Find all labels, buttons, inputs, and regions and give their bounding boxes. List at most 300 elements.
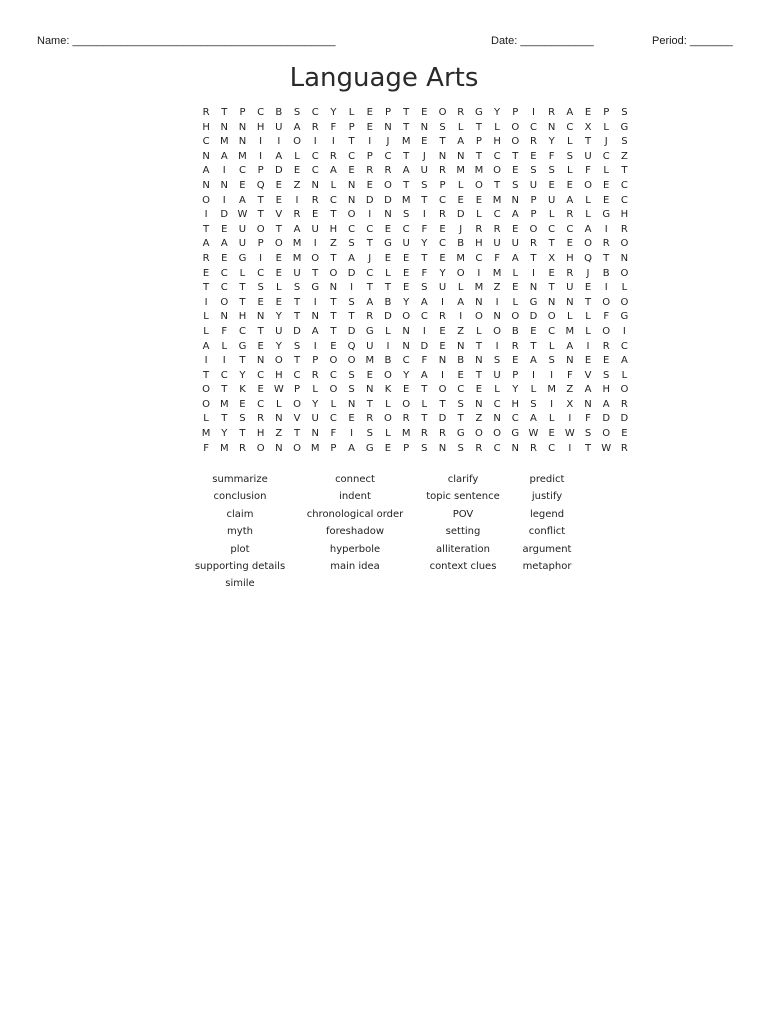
grid-letter: G — [384, 238, 392, 250]
grid-letter: O — [293, 398, 301, 410]
grid-letter: B — [384, 296, 392, 308]
grid-letter: A — [311, 325, 319, 337]
grid-letter: C — [257, 107, 265, 118]
grid-letter: Y — [403, 296, 410, 308]
grid-letter: L — [603, 165, 609, 177]
grid-letter: H — [256, 428, 265, 440]
grid-letter: N — [566, 355, 574, 367]
grid-letter: N — [311, 428, 319, 440]
grid-row — [197, 179, 634, 194]
grid-letter: R — [366, 311, 374, 323]
grid-letter: C — [620, 340, 628, 352]
grid-letter: C — [366, 223, 374, 235]
grid-letter: T — [494, 179, 501, 191]
grid-letter: C — [329, 413, 337, 425]
grid-letter: E — [530, 150, 537, 162]
grid-letter: R — [457, 107, 465, 118]
grid-letter: O — [274, 355, 283, 367]
grid-letter: I — [477, 267, 481, 279]
word-list-item: main idea — [330, 561, 380, 572]
grid-letter: T — [475, 150, 482, 162]
grid-letter: O — [384, 369, 392, 381]
grid-letter: N — [511, 194, 520, 206]
grid-letter: M — [401, 136, 411, 148]
grid-letter: T — [221, 384, 228, 396]
grid-letter: L — [494, 384, 500, 396]
page-title: Language Arts — [289, 63, 479, 93]
grid-letter: F — [421, 355, 428, 367]
grid-letter: E — [257, 384, 264, 396]
grid-letter: E — [548, 267, 555, 279]
grid-letter: O — [256, 442, 265, 454]
grid-letter: Y — [275, 311, 282, 323]
letter-grid — [197, 106, 634, 456]
grid-letter: N — [475, 296, 483, 308]
grid-letter: N — [256, 311, 265, 323]
grid-letter: E — [439, 340, 446, 352]
grid-letter: S — [366, 428, 373, 440]
period-field: Period: _______ — [652, 35, 733, 47]
grid-letter: O — [511, 136, 520, 148]
grid-letter: N — [475, 398, 483, 410]
grid-letter: G — [529, 296, 538, 308]
grid-letter: C — [493, 150, 501, 162]
grid-letter: T — [584, 296, 592, 308]
grid-letter: O — [311, 252, 320, 264]
grid-letter: T — [330, 325, 337, 337]
grid-letter: P — [366, 150, 373, 162]
grid-letter: P — [312, 355, 319, 367]
grid-letter: I — [222, 355, 226, 367]
grid-letter: N — [529, 282, 538, 294]
grid-letter: T — [457, 413, 464, 425]
grid-letter: P — [384, 107, 391, 118]
grid-letter: L — [585, 325, 591, 337]
grid-letter: T — [330, 209, 337, 221]
grid-letter: I — [495, 296, 499, 308]
grid-letter: S — [348, 384, 355, 396]
grid-letter: M — [456, 165, 466, 177]
grid-letter: Y — [494, 107, 501, 118]
grid-letter: Y — [312, 398, 319, 410]
grid-letter: S — [293, 282, 301, 294]
grid-letter: R — [493, 223, 501, 235]
grid-letter: E — [402, 282, 410, 294]
grid-letter: Q — [347, 340, 356, 352]
grid-letter: E — [402, 384, 410, 396]
grid-letter: C — [548, 223, 556, 235]
grid-letter: X — [584, 121, 592, 133]
grid-letter: E — [530, 325, 537, 337]
grid-letter: F — [221, 325, 228, 337]
word-list-item: clarify — [447, 474, 479, 485]
grid-letter: N — [456, 150, 465, 162]
grid-letter: L — [203, 311, 209, 323]
grid-letter: L — [330, 179, 337, 191]
grid-letter: M — [219, 398, 229, 410]
grid-letter: L — [548, 340, 555, 352]
grid-letter: A — [348, 442, 356, 454]
word-list-item: context clues — [429, 561, 497, 572]
grid-letter: O — [602, 325, 611, 337]
grid-letter: E — [439, 223, 446, 235]
grid-letter: H — [493, 136, 501, 148]
grid-letter: T — [293, 296, 301, 308]
grid-letter: V — [293, 413, 301, 425]
grid-letter: O — [347, 209, 356, 221]
grid-letter: W — [273, 384, 284, 396]
grid-letter: M — [292, 252, 302, 264]
grid-letter: U — [547, 194, 556, 206]
grid-letter: I — [459, 311, 463, 323]
grid-letter: Y — [275, 340, 282, 352]
grid-letter: A — [275, 150, 283, 162]
grid-letter: Q — [256, 179, 265, 191]
grid-letter: E — [584, 282, 592, 294]
grid-letter: H — [566, 252, 574, 264]
grid-letter: E — [384, 223, 392, 235]
grid-letter: N — [220, 311, 229, 323]
grid-letter: F — [421, 267, 428, 279]
grid-letter: L — [330, 398, 337, 410]
grid-letter: L — [621, 369, 628, 381]
word-list-item: alliteration — [436, 543, 490, 555]
grid-letter: G — [238, 252, 247, 264]
grid-letter: I — [531, 107, 535, 118]
grid-letter: O — [474, 428, 483, 440]
grid-row — [197, 164, 634, 179]
grid-letter: O — [529, 223, 538, 235]
grid-letter: C — [511, 413, 519, 425]
grid-letter: I — [313, 296, 317, 308]
grid-letter: S — [457, 398, 464, 410]
grid-row — [197, 135, 634, 150]
grid-letter: B — [275, 107, 283, 118]
grid-letter: E — [603, 194, 610, 206]
grid-letter: E — [312, 209, 319, 221]
grid-letter: U — [493, 238, 501, 250]
grid-letter: O — [474, 179, 483, 191]
grid-letter: P — [239, 107, 246, 118]
grid-letter: I — [422, 325, 426, 337]
grid-letter: G — [365, 442, 374, 454]
grid-letter: P — [330, 442, 337, 454]
grid-letter: E — [457, 369, 464, 381]
grid-letter: A — [530, 413, 537, 425]
grid-letter: C — [293, 369, 301, 381]
grid-letter: O — [620, 296, 629, 308]
grid-letter: E — [384, 252, 392, 264]
grid-letter: S — [530, 165, 537, 177]
grid-letter: T — [257, 325, 264, 337]
grid-letter: R — [620, 398, 628, 410]
grid-letter: L — [457, 282, 464, 294]
grid-letter: S — [348, 238, 355, 250]
grid-letter: E — [439, 252, 446, 264]
grid-letter: O — [402, 398, 411, 410]
grid-letter: E — [603, 179, 610, 191]
grid-letter: C — [348, 223, 356, 235]
grid-letter: I — [259, 252, 263, 264]
grid-letter: T — [239, 282, 246, 294]
grid-letter: C — [566, 223, 574, 235]
word-list-item: predict — [529, 474, 565, 485]
grid-letter: R — [293, 209, 301, 221]
grid-letter: F — [603, 311, 610, 323]
grid-letter: E — [475, 194, 483, 206]
grid-letter: N — [329, 282, 338, 294]
grid-letter: R — [366, 165, 374, 177]
grid-letter: O — [602, 296, 611, 308]
grid-letter: O — [347, 355, 356, 367]
grid-letter: E — [275, 267, 282, 279]
grid-letter: N — [511, 442, 520, 454]
grid-letter: N — [347, 194, 356, 206]
grid-letter: O — [438, 384, 447, 396]
grid-letter: N — [256, 355, 265, 367]
grid-letter: D — [438, 413, 447, 425]
grid-letter: E — [239, 179, 246, 191]
grid-letter: M — [310, 442, 320, 454]
grid-letter: T — [475, 369, 482, 381]
grid-letter: O — [547, 311, 556, 323]
grid-row — [197, 310, 634, 325]
grid-row — [197, 369, 634, 384]
grid-letter: S — [293, 107, 301, 118]
grid-letter: C — [202, 136, 210, 148]
grid-letter: P — [403, 442, 410, 454]
grid-letter: C — [493, 398, 501, 410]
word-list-item: setting — [445, 526, 481, 538]
word-list-item: argument — [522, 543, 572, 555]
grid-letter: T — [293, 355, 301, 367]
grid-letter: N — [584, 398, 592, 410]
grid-letter: O — [384, 413, 392, 425]
grid-letter: S — [348, 369, 355, 381]
grid-letter: S — [493, 355, 501, 367]
grid-letter: L — [585, 311, 591, 323]
grid-letter: G — [311, 282, 320, 294]
grid-letter: T — [384, 282, 392, 294]
grid-letter: I — [441, 369, 444, 381]
grid-letter: V — [584, 369, 592, 381]
grid-letter: C — [366, 267, 374, 279]
grid-row — [197, 427, 634, 442]
grid-letter: C — [439, 194, 447, 206]
grid-letter: D — [602, 413, 611, 425]
grid-letter: E — [275, 252, 282, 264]
grid-letter: N — [366, 384, 374, 396]
grid-letter: B — [457, 238, 465, 250]
grid-letter: N — [620, 252, 629, 264]
grid-letter: O — [620, 267, 629, 279]
grid-letter: N — [220, 179, 229, 191]
grid-letter: D — [347, 325, 356, 337]
grid-letter: O — [402, 311, 411, 323]
grid-letter: T — [584, 442, 592, 454]
grid-letter: P — [512, 369, 519, 381]
grid-letter: L — [567, 311, 573, 323]
grid-letter: C — [220, 282, 228, 294]
grid-letter: H — [475, 238, 483, 250]
grid-letter: P — [530, 194, 537, 206]
grid-letter: O — [438, 107, 447, 118]
grid-letter: L — [585, 209, 591, 221]
grid-letter: S — [621, 107, 628, 118]
grid-letter: E — [348, 165, 355, 177]
grid-letter: A — [566, 340, 574, 352]
grid-letter: I — [350, 282, 354, 294]
grid-row — [197, 442, 634, 457]
grid-letter: C — [602, 150, 610, 162]
grid-letter: T — [475, 340, 482, 352]
grid-letter: V — [275, 209, 283, 221]
grid-row — [197, 354, 634, 369]
grid-letter: C — [384, 150, 392, 162]
word-list-item: myth — [227, 526, 253, 538]
grid-letter: F — [494, 252, 500, 264]
grid-letter: E — [621, 428, 628, 440]
grid-letter: N — [547, 121, 556, 133]
grid-letter: E — [548, 179, 555, 191]
grid-letter: T — [403, 107, 410, 118]
grid-letter: L — [385, 398, 391, 410]
grid-letter: T — [548, 282, 555, 294]
grid-letter: N — [347, 179, 356, 191]
grid-letter: R — [529, 442, 537, 454]
grid-letter: Y — [239, 369, 246, 381]
grid-letter: T — [312, 267, 319, 279]
grid-letter: E — [202, 267, 210, 279]
grid-letter: M — [474, 165, 484, 177]
grid-letter: E — [293, 165, 301, 177]
grid-letter: T — [330, 252, 337, 264]
grid-row — [197, 223, 634, 238]
grid-letter: C — [620, 179, 628, 191]
grid-letter: L — [548, 413, 555, 425]
grid-letter: U — [402, 238, 410, 250]
grid-row — [197, 281, 634, 296]
grid-letter: C — [311, 150, 319, 162]
grid-letter: O — [293, 136, 301, 148]
grid-letter: X — [548, 252, 556, 264]
grid-letter: T — [421, 194, 428, 206]
grid-letter: H — [620, 209, 629, 221]
grid-letter: O — [511, 311, 520, 323]
grid-letter: T — [366, 282, 373, 294]
grid-letter: N — [438, 442, 447, 454]
grid-letter: K — [384, 384, 392, 396]
grid-letter: U — [493, 369, 501, 381]
grid-letter: U — [511, 238, 519, 250]
grid-letter: A — [511, 209, 519, 221]
grid-letter: S — [421, 282, 428, 294]
grid-letter: T — [203, 223, 210, 235]
grid-letter: M — [365, 355, 375, 367]
grid-letter: E — [512, 282, 519, 294]
grid-letter: R — [202, 107, 210, 118]
grid-letter: G — [620, 121, 629, 133]
grid-letter: I — [604, 282, 608, 294]
grid-letter: F — [548, 150, 555, 162]
grid-letter: W — [237, 209, 248, 221]
grid-letter: Q — [584, 252, 592, 264]
grid-letter: N — [311, 179, 319, 191]
grid-letter: E — [366, 179, 373, 191]
grid-letter: M — [565, 325, 575, 337]
grid-letter: U — [420, 165, 428, 177]
grid-letter: R — [366, 413, 374, 425]
grid-letter: D — [347, 267, 356, 279]
grid-letter: C — [529, 121, 537, 133]
grid-letter: M — [238, 150, 247, 162]
grid-letter: A — [420, 296, 428, 308]
grid-letter: T — [275, 223, 282, 235]
grid-letter: M — [219, 442, 229, 454]
grid-letter: U — [438, 282, 447, 294]
grid-letter: N — [493, 413, 501, 425]
grid-letter: L — [221, 340, 228, 352]
grid-letter: M — [201, 428, 211, 440]
grid-letter: A — [457, 136, 465, 148]
grid-letter: Z — [329, 238, 337, 250]
grid-letter: P — [257, 238, 264, 250]
grid-letter: C — [493, 442, 501, 454]
grid-letter: T — [366, 398, 373, 410]
grid-letter: A — [202, 238, 210, 250]
grid-letter: A — [220, 238, 228, 250]
grid-letter: O — [329, 267, 338, 279]
grid-letter: C — [311, 107, 319, 118]
grid-letter: T — [257, 209, 264, 221]
grid-letter: L — [457, 179, 464, 191]
grid-letter: Z — [457, 325, 465, 337]
grid-letter: C — [402, 355, 410, 367]
grid-letter: E — [548, 428, 555, 440]
grid-letter: J — [368, 252, 372, 264]
grid-letter: C — [548, 442, 556, 454]
grid-letter: L — [621, 282, 628, 294]
grid-letter: C — [493, 209, 501, 221]
grid-letter: I — [222, 165, 226, 177]
grid-letter: F — [203, 442, 209, 454]
grid-letter: E — [330, 340, 337, 352]
grid-letter: C — [220, 369, 228, 381]
grid-letter: U — [366, 340, 374, 352]
grid-letter: I — [386, 340, 390, 352]
grid-letter: E — [348, 413, 355, 425]
grid-letter: B — [602, 267, 610, 279]
grid-letter: R — [311, 194, 319, 206]
grid-letter: T — [403, 179, 410, 191]
grid-letter: M — [456, 252, 466, 264]
grid-letter: C — [420, 311, 428, 323]
grid-letter: L — [530, 384, 537, 396]
grid-letter: M — [492, 194, 502, 206]
grid-letter: L — [276, 398, 282, 410]
grid-letter: S — [512, 179, 519, 191]
grid-row — [197, 252, 634, 267]
grid-letter: Z — [275, 428, 283, 440]
grid-letter: E — [421, 136, 428, 148]
grid-letter: O — [329, 355, 338, 367]
grid-letter: G — [602, 209, 611, 221]
grid-letter: E — [275, 179, 282, 191]
grid-letter: S — [421, 179, 428, 191]
grid-letter: R — [475, 442, 483, 454]
word-list-item: connect — [335, 474, 375, 485]
grid-letter: S — [584, 428, 592, 440]
